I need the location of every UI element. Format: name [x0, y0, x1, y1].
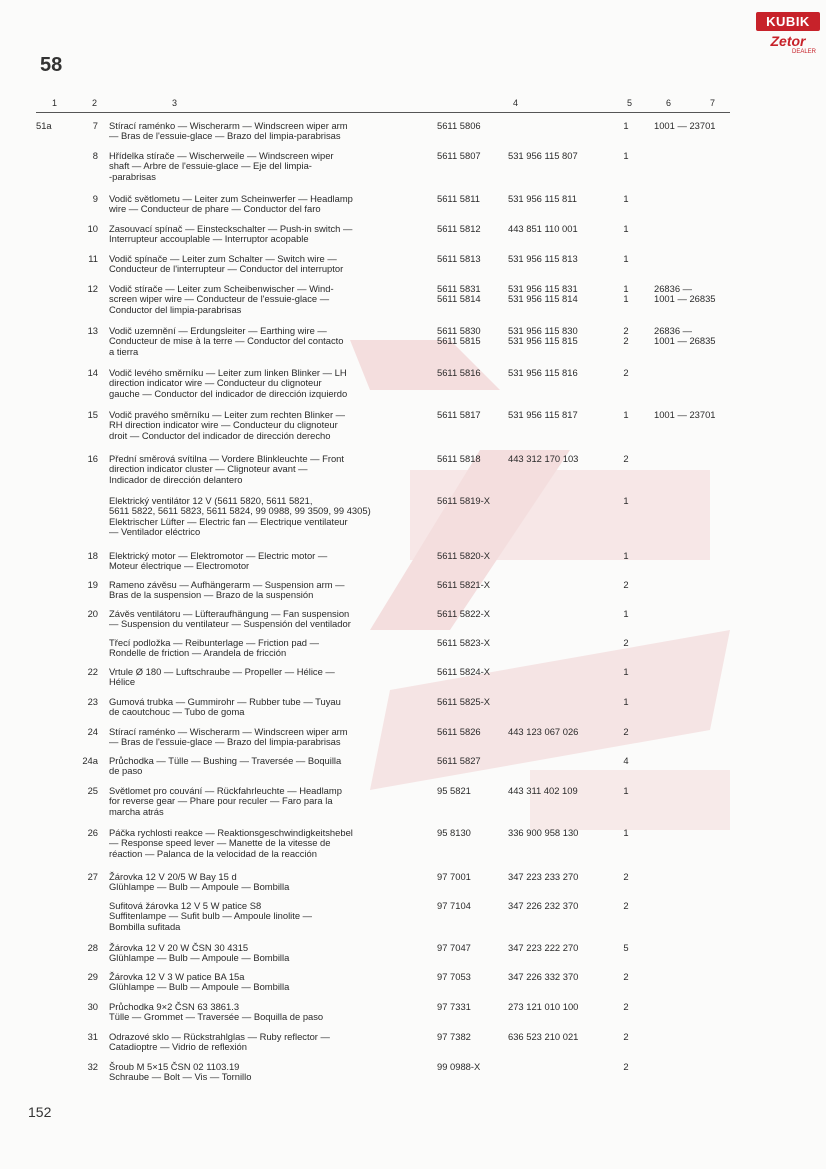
quantity — [618, 254, 634, 264]
part-number — [437, 121, 509, 131]
quantity-line: 1 — [623, 827, 629, 838]
part-number-line: 5611 5831 — [437, 283, 481, 294]
part-number — [437, 786, 509, 796]
supplier-number-line: 531 956 115 814 — [508, 293, 578, 305]
part-number-line: 5611 5822-X — [437, 608, 490, 619]
serial-range-line: 26836 — — [654, 283, 693, 294]
kubik-zetor-logo — [756, 12, 820, 76]
position-number: 16 — [87, 453, 98, 464]
page-number: 58 — [40, 54, 63, 76]
quantity — [618, 697, 634, 707]
part-description-line: Vrtule Ø 180 — Luftschraube — Propeller — Hélice — — [109, 666, 335, 677]
quantity-line: 1 — [623, 608, 629, 619]
part-number-line: 97 7382 — [437, 1031, 471, 1042]
part-number-line: 5611 5813 — [437, 253, 481, 264]
quantity-line: 5 — [623, 942, 629, 953]
part-number — [437, 609, 509, 619]
quantity-line: 1 — [623, 696, 629, 707]
supplier-number-line: 531 956 115 815 — [508, 335, 578, 347]
part-description-line: de paso — [109, 765, 143, 777]
quantity-line: 2 — [623, 335, 629, 347]
part-description-line: de caoutchouc — Tubo de goma — [109, 706, 245, 718]
part-description-line: Conducteur de mise à la terre — Conductor del contacto — [109, 335, 344, 347]
supplier-number-line: 273 121 010 100 — [508, 1001, 579, 1012]
part-description-line: — Suspension du ventilateur — Suspensión del ventilador — [109, 618, 351, 630]
part-number — [437, 872, 509, 882]
part-description-line: — Ventilador eléctrico — [109, 526, 201, 538]
quantity — [618, 1002, 634, 1012]
part-number — [437, 828, 509, 838]
part-description-line: Bombilla sufitada — [109, 920, 181, 932]
quantity — [618, 667, 634, 677]
part-description-line: réaction — Palanca de la velocidad de la reacción — [109, 847, 317, 859]
part-description — [109, 284, 429, 315]
part-number-line: 5611 5821-X — [437, 579, 490, 590]
part-description — [109, 727, 429, 748]
part-description-line: Indicador de dirección delantero — [109, 473, 243, 485]
quantity — [618, 326, 634, 347]
position-number: 29 — [87, 971, 98, 982]
part-number-line: 5611 5830 — [437, 325, 481, 336]
part-description-line: Elektrický ventilátor 12 V (5611 5820, 5611 5821, — [109, 495, 313, 506]
part-description-line: Hélice — [109, 676, 136, 688]
quantity — [618, 1032, 634, 1042]
quantity-line: 1 — [623, 666, 629, 677]
part-description-line: a tierra — [109, 345, 139, 357]
part-description-line: Suffitenlampe — Sufit bulb — Ampoule linolite — — [109, 910, 313, 922]
part-description — [109, 1032, 429, 1053]
supplier-number — [508, 410, 608, 420]
supplier-number — [508, 254, 608, 264]
quantity-line: 1 — [623, 293, 629, 305]
quantity — [618, 972, 634, 982]
column-header-2: 2 — [92, 98, 98, 108]
part-number — [437, 756, 509, 766]
part-description-line: Žárovka 12 V 3 W patice BA 15a — [109, 971, 245, 982]
part-description — [109, 224, 429, 245]
quantity — [618, 368, 634, 378]
supplier-number — [508, 151, 608, 161]
serial-range — [654, 284, 738, 305]
part-description-line: Vodič uzemnění — Erdungsleiter — Earthing wire — — [109, 325, 327, 336]
part-description — [109, 901, 429, 932]
supplier-number — [508, 224, 608, 234]
part-description-line: Glühlampe — Bulb — Ampoule — Bombilla — [109, 881, 290, 893]
part-number — [437, 901, 509, 911]
part-description-line: Vodič světlometu — Leiter zum Scheinwerfer — Headlamp — [109, 193, 353, 204]
part-description-line: Odrazové sklo — Rückstrahlglas — Ruby reflector — — [109, 1031, 330, 1042]
part-number — [437, 697, 509, 707]
supplier-number-line: 347 223 222 270 — [508, 942, 579, 953]
position-number: 15 — [87, 409, 98, 420]
part-description — [109, 828, 429, 859]
part-number — [437, 943, 509, 953]
part-description — [109, 551, 429, 572]
part-number — [437, 254, 509, 264]
position-number: 31 — [87, 1031, 98, 1042]
part-description-line: Žárovka 12 V 20/5 W Bay 15 d — [109, 871, 237, 882]
quantity — [618, 454, 634, 464]
quantity — [618, 410, 634, 420]
position-number: 30 — [87, 1001, 98, 1012]
quantity — [618, 828, 634, 838]
part-number-line: 97 7104 — [437, 900, 471, 911]
part-number — [437, 326, 509, 347]
part-number — [437, 410, 509, 420]
supplier-number — [508, 727, 608, 737]
part-description-line: -parabrisas — [109, 170, 156, 182]
part-number-line: 5611 5811 — [437, 193, 480, 204]
position-number: 20 — [87, 608, 98, 619]
part-number — [437, 454, 509, 464]
serial-range-line: 1001 — 23701 — [654, 409, 716, 420]
quantity — [618, 151, 634, 161]
position-number: 18 — [87, 550, 98, 561]
part-description-line: Stírací raménko — Wischerarm — Windscreen wiper arm — [109, 120, 348, 131]
supplier-number — [508, 368, 608, 378]
logo-top-text: KUBIK — [756, 12, 820, 31]
supplier-number-line: 336 900 958 130 — [508, 827, 579, 838]
quantity-line: 1 — [623, 495, 629, 506]
supplier-number — [508, 284, 608, 305]
part-number — [437, 368, 509, 378]
part-description-line: — Bras de l'essuie-glace — Brazo del limpia-parabrisas — [109, 736, 341, 748]
part-description-line: Hřídelka stírače — Wischerweile — Windscreen wiper — [109, 150, 334, 161]
quantity — [618, 872, 634, 882]
part-description-line: Elektrischer Lüfter — Electric fan — Electrique ventilateur — [109, 515, 348, 527]
part-description-line: — Bras de l'essuie-glace — Brazo del limpia-parabrisas — [109, 130, 341, 142]
part-number-line: 5611 5814 — [437, 293, 481, 305]
part-description — [109, 638, 429, 659]
quantity — [618, 638, 634, 648]
part-description — [109, 326, 429, 357]
position-number: 13 — [87, 325, 98, 336]
part-number-line: 5611 5826 — [437, 726, 481, 737]
part-number — [437, 1032, 509, 1042]
part-number — [437, 638, 509, 648]
supplier-number-line: 443 312 170 103 — [508, 453, 579, 464]
part-description-line: Závěs ventilátoru — Lüfteraufhängung — Fan suspension — [109, 608, 350, 619]
supplier-number-line: 443 851 110 001 — [508, 223, 578, 234]
quantity-line: 1 — [623, 785, 629, 796]
supplier-number-line: 443 123 067 026 — [508, 726, 579, 737]
part-description-line: direction indicator cluster — Clignoteur avant — — [109, 463, 308, 475]
supplier-number-line: 347 226 332 370 — [508, 971, 579, 982]
part-description-line: Vodič levého směrníku — Leiter zum linken Blinker — LH — [109, 367, 347, 378]
part-description — [109, 872, 429, 893]
position-number: 32 — [87, 1061, 98, 1072]
part-description-line: Conducteur de l'interrupteur — Conductor del interruptor — [109, 263, 344, 275]
part-number — [437, 580, 509, 590]
quantity — [618, 224, 634, 234]
part-description-line: Interrupteur accouplable — Interruptor acopable — [109, 233, 309, 245]
header-rule — [36, 112, 730, 113]
part-description-line: Vodič pravého směrníku — Leiter zum rechten Blinker — — [109, 409, 346, 420]
position-number: 7 — [92, 120, 98, 131]
part-number — [437, 496, 509, 506]
quantity — [618, 609, 634, 619]
part-description-line: Žárovka 12 V 20 W ČSN 30 4315 — [109, 942, 249, 953]
quantity — [618, 901, 634, 911]
part-number-line: 5611 5807 — [437, 150, 481, 161]
part-number — [437, 551, 509, 561]
part-number-line: 5611 5815 — [437, 335, 481, 347]
supplier-number-line: 636 523 210 021 — [508, 1031, 579, 1042]
quantity-line: 2 — [623, 453, 629, 464]
part-number — [437, 194, 509, 204]
footer-page-number: 152 — [28, 1104, 52, 1120]
part-description — [109, 121, 429, 142]
quantity-line: 2 — [623, 871, 629, 882]
part-number-line: 5611 5817 — [437, 409, 481, 420]
supplier-number-line: 531 956 115 807 — [508, 150, 578, 161]
column-header-7: 7 — [710, 98, 716, 108]
part-number-line: 95 5821 — [437, 785, 471, 796]
part-description-line: gauche — Conductor del indicador de dirección izquierdo — [109, 387, 348, 399]
quantity-line: 2 — [623, 579, 629, 590]
logo-dealer-text: DEALER — [791, 49, 816, 55]
supplier-number — [508, 943, 608, 953]
supplier-number-line: 531 956 115 817 — [508, 409, 578, 420]
part-number — [437, 151, 509, 161]
part-description — [109, 151, 429, 182]
position-number: 9 — [92, 193, 98, 204]
part-description — [109, 580, 429, 601]
position-number: 19 — [87, 579, 98, 590]
part-number-line: 5611 5825-X — [437, 696, 490, 707]
supplier-number-line: 531 956 115 831 — [508, 283, 578, 294]
position-number: 28 — [87, 942, 98, 953]
quantity-line: 2 — [623, 971, 629, 982]
quantity — [618, 943, 634, 953]
supplier-number-line: 531 956 115 813 — [508, 253, 578, 264]
quantity — [618, 496, 634, 506]
part-description-line: Conductor del limpia-parabrisas — [109, 303, 242, 315]
quantity-line: 2 — [623, 1001, 629, 1012]
supplier-number — [508, 326, 608, 347]
part-description-line: shaft — Arbre de l'essuie-glace — Eje del limpia- — [109, 160, 312, 172]
column-header-1: 1 — [52, 98, 58, 108]
part-number — [437, 1062, 509, 1072]
serial-range-line: 26836 — — [654, 325, 693, 336]
supplier-number — [508, 972, 608, 982]
quantity — [618, 786, 634, 796]
quantity — [618, 284, 634, 305]
part-description — [109, 697, 429, 718]
part-description — [109, 756, 429, 777]
position-number: 26 — [87, 827, 98, 838]
part-description — [109, 1002, 429, 1023]
position-number: 24a — [82, 755, 98, 766]
part-description-line: Stírací raménko — Wischerarm — Windscreen wiper arm — [109, 726, 348, 737]
part-number-line: 5611 5819-X — [437, 495, 490, 506]
part-number-line: 97 7001 — [437, 871, 471, 882]
part-description — [109, 667, 429, 688]
part-number-line: 97 7331 — [437, 1001, 471, 1012]
part-description-line: Glühlampe — Bulb — Ampoule — Bombilla — [109, 981, 290, 993]
quantity — [618, 580, 634, 590]
quantity-line: 2 — [623, 900, 629, 911]
part-description-line: Glühlampe — Bulb — Ampoule — Bombilla — [109, 952, 290, 964]
part-description-line: Rameno závěsu — Aufhängerarm — Suspension arm — — [109, 579, 345, 590]
supplier-number-line: 347 223 233 270 — [508, 871, 579, 882]
supplier-number-line: 531 956 115 830 — [508, 325, 578, 336]
part-description-line: Elektrický motor — Elektromotor — Electric motor — — [109, 550, 328, 561]
position-number: 8 — [92, 150, 98, 161]
quantity-line: 1 — [623, 283, 629, 294]
part-number-line: 5611 5812 — [437, 223, 481, 234]
supplier-number — [508, 872, 608, 882]
quantity — [618, 1062, 634, 1072]
position-number: 11 — [88, 253, 98, 264]
part-number — [437, 667, 509, 677]
quantity — [618, 727, 634, 737]
part-description-line: Páčka rychlosti reakce — Reaktionsgeschwindigkeitshebel — [109, 827, 353, 838]
position-number: 24 — [87, 726, 98, 737]
part-description — [109, 254, 429, 275]
part-number-line: 5611 5806 — [437, 120, 481, 131]
part-description — [109, 410, 429, 441]
quantity-line: 2 — [623, 637, 629, 648]
quantity-line: 2 — [623, 726, 629, 737]
position-number: 14 — [87, 367, 98, 378]
supplier-number — [508, 1002, 608, 1012]
part-number-line: 95 8130 — [437, 827, 471, 838]
serial-range — [654, 326, 738, 347]
column-header-6: 6 — [666, 98, 672, 108]
quantity — [618, 194, 634, 204]
quantity-line: 1 — [623, 150, 629, 161]
position-number: 23 — [87, 696, 98, 707]
part-number-line: 5611 5823-X — [437, 637, 490, 648]
part-description-line: screen wiper wire — Conducteur de l'essuie-glace — — [109, 293, 330, 305]
part-description-line: Světlomet pro couvání — Rückfahrleuchte — Headlamp — [109, 785, 342, 796]
supplier-number-line: 347 226 232 370 — [508, 900, 579, 911]
position-number: 27 — [87, 871, 98, 882]
part-description-line: Průchodka — Tülle — Bushing — Traversée — Boquilla — [109, 755, 342, 766]
part-number — [437, 972, 509, 982]
column-header-5: 5 — [627, 98, 633, 108]
supplier-number — [508, 1032, 608, 1042]
supplier-number — [508, 194, 608, 204]
quantity-line: 2 — [623, 367, 629, 378]
part-description-line: — Response speed lever — Manette de la vitesse de — [109, 837, 331, 849]
part-description-line: Gumová trubka — Gummirohr — Rubber tube — Tuyau — [109, 696, 341, 707]
quantity — [618, 756, 634, 766]
position-number: 12 — [87, 283, 98, 294]
part-number — [437, 1002, 509, 1012]
part-description — [109, 368, 429, 399]
serial-range-line: 1001 — 26835 — [654, 293, 716, 305]
part-description-line: Zasouvací spínač — Einsteckschalter — Push-in switch — — [109, 223, 353, 234]
supplier-number — [508, 786, 608, 796]
quantity-line: 1 — [623, 550, 629, 561]
quantity-line: 2 — [623, 1061, 629, 1072]
quantity-line: 4 — [623, 755, 629, 766]
quantity-line: 1 — [623, 120, 629, 131]
part-description — [109, 1062, 429, 1083]
column-header-4: 4 — [513, 98, 519, 108]
part-description — [109, 943, 429, 964]
supplier-number — [508, 901, 608, 911]
part-description-line: wire — Conducteur de phare — Conductor del faro — [109, 203, 321, 215]
part-description-line: for reverse gear — Phare pour reculer — Faro para la — [109, 795, 333, 807]
part-number-line: 5611 5818 — [437, 453, 481, 464]
part-description-line: marcha atrás — [109, 805, 164, 817]
group-number: 51a — [36, 120, 52, 131]
position-number: 25 — [87, 785, 98, 796]
part-description-line: Schraube — Bolt — Vis — Tornillo — [109, 1071, 252, 1083]
quantity-line: 1 — [623, 253, 629, 264]
part-description-line: Přední směrová svítilna — Vordere Blinkleuchte — Front — [109, 453, 344, 464]
position-number: 22 — [87, 666, 98, 677]
part-description — [109, 786, 429, 817]
column-header-3: 3 — [172, 98, 178, 108]
part-description-line: direction indicator wire — Conducteur du clignoteur — [109, 377, 322, 389]
part-number-line: 5611 5816 — [437, 367, 481, 378]
part-description-line: Tülle — Grommet — Traversée — Boquilla de paso — [109, 1011, 324, 1023]
part-description-line: Vodič stírače — Leiter zum Scheibenwischer — Wind- — [109, 283, 334, 294]
part-description-line: Moteur électrique — Electromotor — [109, 560, 250, 572]
part-description-line: droit — Conductor del indicador de dirección derecho — [109, 429, 331, 441]
part-number — [437, 727, 509, 737]
part-description — [109, 454, 429, 485]
quantity-line: 1 — [623, 223, 629, 234]
position-number: 10 — [87, 223, 98, 234]
part-description — [109, 496, 429, 538]
part-description — [109, 194, 429, 215]
part-description-line: Šroub M 5×15 ČSN 02 1103.19 — [109, 1061, 240, 1072]
part-number-line: 97 7053 — [437, 971, 471, 982]
quantity-line: 2 — [623, 325, 629, 336]
part-description — [109, 609, 429, 630]
part-description-line: Vodič spínače — Leiter zum Schalter — Switch wire — — [109, 253, 337, 264]
serial-range — [654, 410, 738, 420]
quantity-line: 1 — [623, 193, 629, 204]
part-description-line: Rondelle de friction — Arandela de fricción — [109, 647, 287, 659]
supplier-number-line: 443 311 402 109 — [508, 785, 578, 796]
part-description-line: Bras de la suspension — Brazo de la suspensión — [109, 589, 314, 601]
part-description — [109, 972, 429, 993]
serial-range-line: 1001 — 23701 — [654, 120, 716, 131]
part-number-line: 99 0988-X — [437, 1061, 481, 1072]
part-number-line: 5611 5824-X — [437, 666, 490, 677]
serial-range-line: 1001 — 26835 — [654, 335, 716, 347]
quantity-line: 1 — [623, 409, 629, 420]
part-description-line: RH direction indicator wire — Conducteur du clignoteur — [109, 419, 338, 431]
part-number-line: 5611 5827 — [437, 755, 481, 766]
part-description-line: Třecí podložka — Reibunterlage — Friction pad — — [109, 637, 319, 648]
quantity — [618, 551, 634, 561]
quantity — [618, 121, 634, 131]
supplier-number — [508, 828, 608, 838]
part-description-line: Průchodka 9×2 ČSN 63 3861.3 — [109, 1001, 240, 1012]
supplier-number — [508, 454, 608, 464]
part-description-line: Sufitová žárovka 12 V 5 W patice S8 — [109, 900, 262, 911]
serial-range — [654, 121, 738, 131]
part-number-line: 5611 5820-X — [437, 550, 490, 561]
supplier-number-line: 531 956 115 816 — [508, 367, 578, 378]
part-description-line: Catadioptre — Vidrio de reflexión — [109, 1041, 247, 1053]
supplier-number-line: 531 956 115 811 — [508, 193, 577, 204]
logo-bottom-text: Zetor — [770, 33, 806, 49]
part-number — [437, 224, 509, 234]
part-number-line: 97 7047 — [437, 942, 471, 953]
part-number — [437, 284, 509, 305]
part-description-line: 5611 5822, 5611 5823, 5611 5824, 99 0988, 99 3509, 99 4305) — [109, 505, 371, 517]
quantity-line: 2 — [623, 1031, 629, 1042]
